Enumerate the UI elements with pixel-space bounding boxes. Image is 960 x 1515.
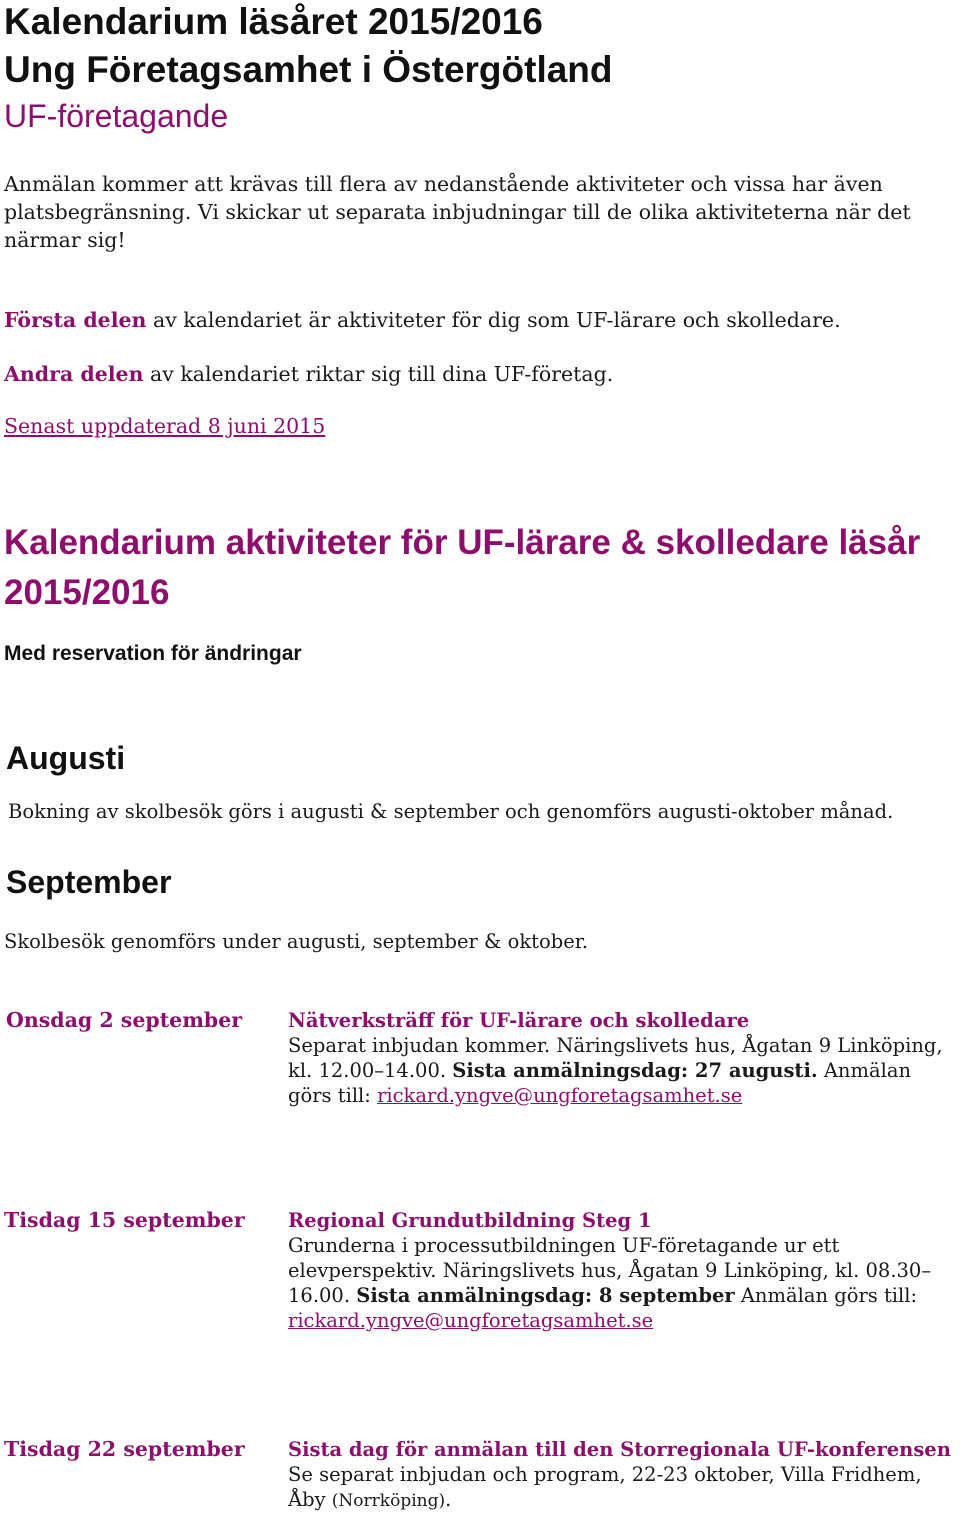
first-part-note	[4, 306, 841, 334]
event-date: Tisdag 22 september	[4, 1437, 245, 1461]
last-updated-note: Senast uppdaterad 8 juni 2015	[4, 414, 326, 438]
event-description	[288, 1437, 960, 1514]
month-heading-august: Augusti	[6, 740, 126, 776]
subtitle: UF-företagande	[4, 98, 229, 134]
event-description	[288, 1008, 960, 1108]
first-part-label: Första delen	[4, 308, 147, 332]
event-text: Separat inbjudan kommer. Näringslivets hus, Ågatan 9 Linköping, kl. 12.00–14.00.	[288, 1034, 943, 1082]
intro-paragraph: Anmälan kommer att krävas till flera av nedanstående aktiviteter och vissa har även platsbegränsning. Vi skickar ut separata inbjudningar till de olika aktiviteterna när det närmar sig!	[4, 172, 911, 252]
event-date: Tisdag 15 september	[4, 1208, 245, 1232]
event-title: Regional Grundutbildning Steg 1	[288, 1209, 652, 1232]
second-part-note	[4, 360, 613, 388]
event-deadline: Sista anmälningsdag: 8 september	[356, 1284, 735, 1307]
organization-title: Ung Företagsamhet i Östergötland	[4, 49, 613, 90]
event-text-contact: Anmälan görs till:	[288, 1059, 912, 1107]
first-part-text: av kalendariet är aktiviteter för dig som UF-lärare och skolledare.	[146, 308, 841, 332]
email-link[interactable]: rickard.yngve@ungforetagsamhet.se	[288, 1309, 654, 1332]
event-text-contact: Anmälan görs till:	[734, 1284, 918, 1307]
event-date: Onsdag 2 september	[6, 1008, 243, 1032]
event-text: Se separat inbjudan och program, 22-23 oktober, Villa Fridhem, Åby	[288, 1463, 922, 1511]
event-deadline: Sista anmälningsdag: 27 augusti.	[452, 1059, 818, 1082]
event-title: Nätverksträff för UF-lärare och skolledare	[288, 1009, 750, 1032]
event-text-end: .	[445, 1488, 452, 1511]
second-part-label: Andra delen	[4, 362, 144, 386]
second-part-text: av kalendariet riktar sig till dina UF-företag.	[143, 362, 614, 386]
section-title: Kalendarium aktiviteter för UF-lärare & skolledare läsår 2015/2016	[4, 523, 921, 612]
event-text: Grunderna i processutbildningen UF-företagande ur ett elevperspektiv. Näringslivets hus, Ågatan 9 Linköping, kl. 08.30–16.00.	[288, 1234, 932, 1307]
event-description	[288, 1208, 960, 1333]
event-title: Sista dag för anmälan till den Storregionala UF-konferensen	[288, 1438, 951, 1461]
august-text: Bokning av skolbesök görs i augusti & september och genomförs augusti-oktober månad.	[8, 800, 894, 823]
event-location-note: (Norrköping)	[331, 1491, 446, 1511]
email-link[interactable]: rickard.yngve@ungforetagsamhet.se	[377, 1084, 743, 1107]
page-title: Kalendarium läsåret 2015/2016	[4, 1, 543, 42]
reservation-note: Med reservation för ändringar	[4, 642, 302, 665]
month-heading-september: September	[6, 864, 172, 900]
september-text: Skolbesök genomförs under augusti, september & oktober.	[4, 930, 589, 953]
